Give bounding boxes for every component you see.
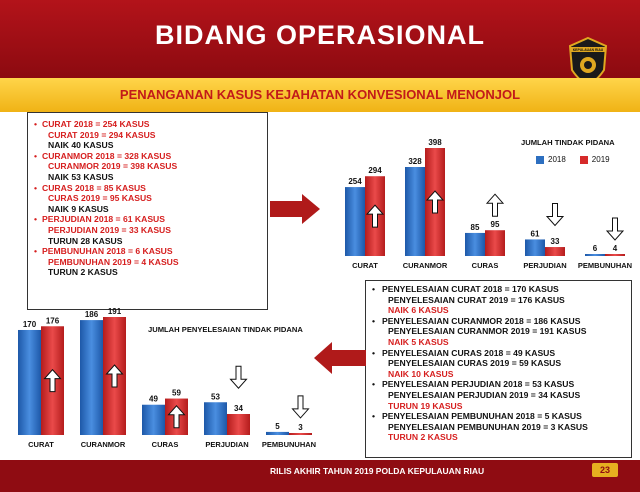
summary-line: • CURANMOR 2018 = 328 KASUS [34,150,172,161]
summary-line: CURAS 2019 = 95 KASUS [48,193,152,204]
footer-bar [0,460,640,492]
bar-curanmor-2018 [80,320,103,435]
summary-line: TURUN 19 KASUS [388,400,463,411]
summary-line: TURUN 28 KASUS [48,235,123,246]
summary-line: PENYELESAIAN CURAT 2019 = 176 KASUS [388,294,565,305]
summary-line: CURANMOR 2019 = 398 KASUS [48,161,178,172]
summary-line: NAIK 9 KASUS [48,203,109,214]
summary-line: PENYELESAIAN CURAS 2019 = 59 KASUS [388,358,562,369]
summary-line: TURUN 2 KASUS [48,267,118,278]
chart2-title: JUMLAH PENYELESAIAN TINDAK PIDANA [148,325,303,334]
page-title: BIDANG OPERASIONAL [154,20,486,50]
summary-line: • PENYELESAIAN CURAT 2018 = 170 KASUS [372,284,559,294]
data-label: 33 [550,237,560,247]
summary-line: • PENYELESAIAN PEMBUNUHAN 2018 = 5 KASUS [372,411,582,422]
summary-line: NAIK 6 KASUS [388,305,449,316]
summary-line: PEMBUNUHAN 2019 = 4 KASUS [48,256,179,267]
summary-line: • PEMBUNUHAN 2018 = 6 KASUS [34,246,173,257]
summary-line: NAIK 53 KASUS [48,171,114,182]
category-label: PERJUDIAN [523,261,567,270]
chart1-title: JUMLAH TINDAK PIDANA [521,138,615,147]
summary-line: NAIK 40 KASUS [48,140,114,151]
data-label: 5 [275,421,280,431]
category-label: PERJUDIAN [205,440,249,449]
data-label: 61 [530,229,540,239]
summary-line: NAIK 10 KASUS [388,368,454,379]
bar-pembunuhan-2018 [266,432,289,435]
summary-line: NAIK 5 KASUS [388,336,449,347]
bar-pembunuhan-2019 [289,433,312,435]
bar-curas-2018 [142,405,165,435]
data-label: 176 [45,316,60,326]
data-label: 49 [149,394,158,404]
logo-text: KEPULAUAN RIAU [572,48,604,52]
category-label: PEMBUNUHAN [577,261,633,270]
summary-line: PENYELESAIAN PEMBUNUHAN 2019 = 3 KASUS [388,421,588,432]
data-label: 53 [211,392,220,402]
subtitle: PENANGANAN KASUS KEJAHATAN KONVESIONAL MENONJOL [119,87,521,102]
summary-line: • PENYELESAIAN PERJUDIAN 2018 = 53 KASUS [372,379,575,390]
data-label: 328 [408,156,422,166]
bar-perjudian-2019 [227,414,250,435]
trend-down-arrow-icon [293,396,309,418]
page-number: 23 [592,463,618,477]
data-label: 294 [368,166,382,176]
chart1-legend: 2018 2019 [536,155,610,164]
data-label: 398 [428,138,442,147]
category-label: CURANMOR [402,261,448,270]
data-label: 254 [348,177,362,187]
data-label: 6 [592,244,598,253]
data-label: 4 [612,244,618,253]
data-label: 191 [107,307,122,316]
category-label: CURAT [352,261,378,270]
summary-line: PERJUDIAN 2019 = 33 KASUS [48,224,171,235]
category-label: CURAS [151,440,179,449]
summary-line: PENYELESAIAN PERJUDIAN 2019 = 34 KASUS [388,389,581,400]
data-label: 34 [234,403,243,413]
data-label: 170 [22,319,37,329]
trend-down-arrow-icon [231,366,247,388]
summary-line: TURUN 2 KASUS [388,432,458,443]
category-label: CURANMOR [80,440,126,449]
summary-line: • PENYELESAIAN CURAS 2018 = 49 KASUS [372,347,556,358]
category-label: CURAS [471,261,499,270]
data-label: 59 [172,388,181,398]
data-label: 95 [490,220,500,230]
category-label: CURAT [28,440,54,449]
data-label: 3 [298,423,303,432]
data-label: 186 [84,310,99,320]
bar-curat-2018 [18,330,41,435]
summary-line: • PENYELESAIAN CURANMOR 2018 = 186 KASUS [372,315,581,326]
summary-line: • CURAT 2018 = 254 KASUS [34,119,150,129]
category-label: PEMBUNUHAN [261,440,317,449]
summary-line: PENYELESAIAN CURANMOR 2019 = 191 KASUS [388,326,587,337]
summary-line: • PERJUDIAN 2018 = 61 KASUS [34,214,165,225]
bar-perjudian-2018 [204,402,227,435]
footer-text: RILIS AKHIR TAHUN 2019 POLDA KEPULAUAN RIAU [270,466,485,476]
summary-line: • CURAS 2018 = 85 KASUS [34,182,146,193]
data-label: 85 [470,222,480,232]
summary-line: CURAT 2019 = 294 KASUS [48,129,156,140]
